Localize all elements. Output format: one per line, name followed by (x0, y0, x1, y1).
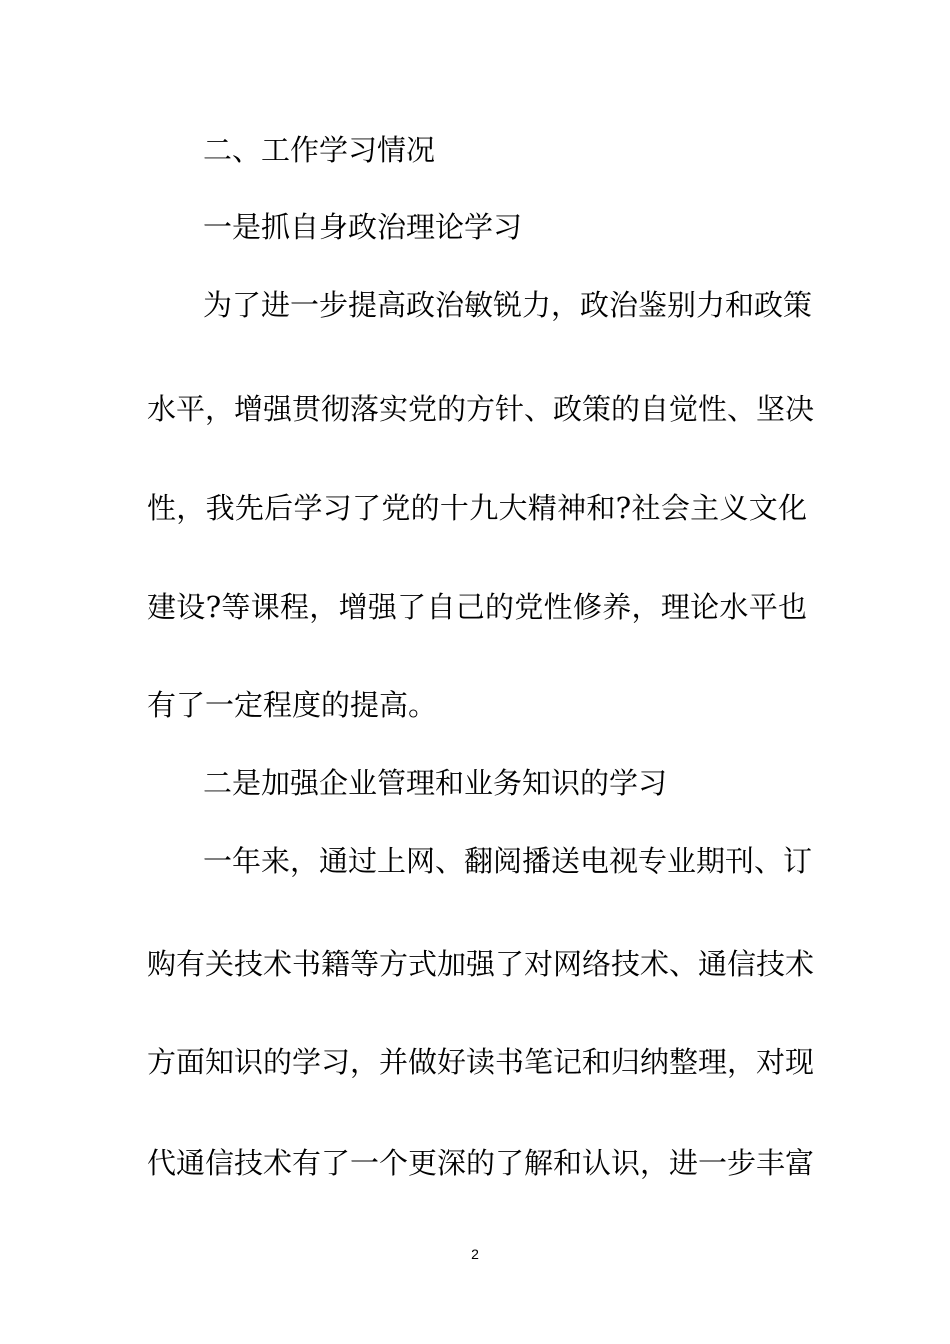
paragraph-line: 有了一定程度的提高。 (147, 688, 438, 722)
paragraph-line: 一年来，通过上网、翻阅播送电视专业期刊、订 (203, 844, 813, 878)
paragraph-line: 方面知识的学习，并做好读书笔记和归纳整理，对现 (147, 1045, 815, 1079)
paragraph-line: 代通信技术有了一个更深的了解和认识，进一步丰富 (147, 1146, 815, 1180)
section-heading: 二、工作学习情况 (203, 133, 436, 167)
paragraph-line: 购有关技术书籍等方式加强了对网络技术、通信技术 (147, 947, 815, 981)
subheading-political-theory: 一是抓自身政治理论学习 (203, 210, 523, 244)
paragraph-line: 水平，增强贯彻落实党的方针、政策的自觉性、坚决 (147, 392, 815, 426)
page-number: 2 (471, 1246, 479, 1262)
subheading-business-knowledge: 二是加强企业管理和业务知识的学习 (203, 766, 668, 800)
paragraph-line: 为了进一步提高政治敏锐力，政治鉴别力和政策 (203, 288, 813, 322)
paragraph-line: 建设?等课程，增强了自己的党性修养，理论水平也 (147, 590, 807, 624)
paragraph-line: 性，我先后学习了党的十九大精神和?社会主义文化 (147, 491, 807, 525)
